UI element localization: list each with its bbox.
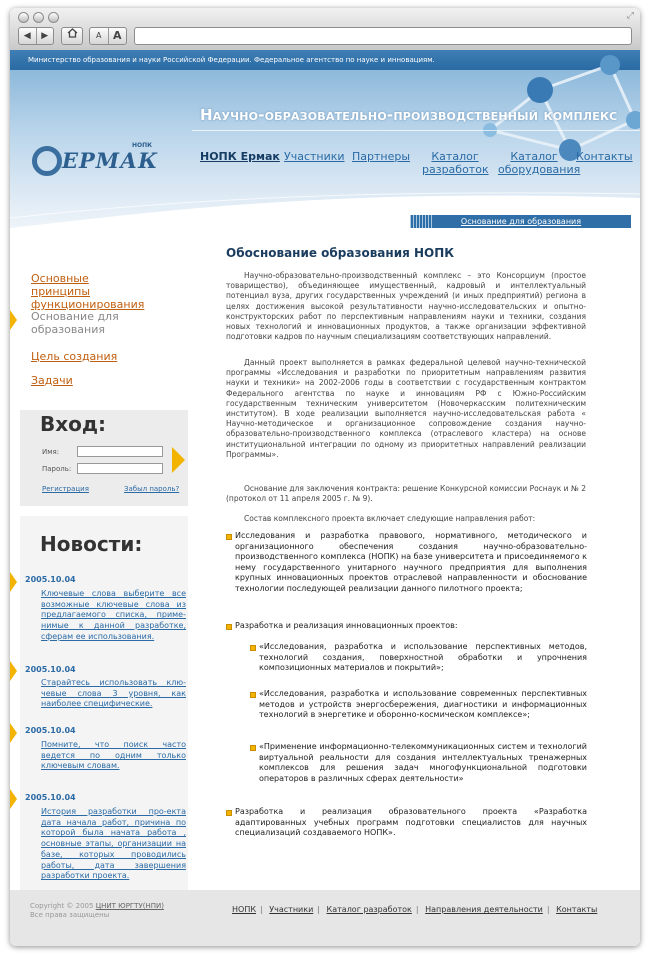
logo-swirl-icon [32, 146, 62, 176]
breadcrumb-stripes [410, 215, 432, 228]
history-buttons [18, 27, 54, 45]
sub-list-item: «Применение информационно-телекоммуникационных систем и технологий виртуальной реальности для создания интеллектуальных тренажерных комплексов для решения задач многофункциональной подготовки операторов в различных сферах деятельности» [259, 742, 587, 783]
paragraph: Состав комплексного проекта включает следующие направления работ: [244, 514, 536, 523]
name-input[interactable] [77, 446, 163, 457]
news-marker-icon [10, 723, 17, 743]
news-item[interactable]: Помните, что поиск часто ведется по одним только ключевым словам. [41, 740, 186, 771]
text-smaller-button[interactable]: A [90, 28, 109, 44]
password-label: Пароль: [42, 465, 72, 473]
news-item[interactable]: Ключевые слова выберите все возможные ключевые слова из предлагаемого списка, приме-нимые к данной разработке, сферам ее использования. [41, 589, 186, 641]
list-item: Разработка и реализация образовательного проекта «Разработка адаптированных учебных программ подготовки специалистов для научных специализаций создаваемого НОПК». [235, 807, 587, 838]
minimize-window-button[interactable] [33, 12, 44, 23]
footer-link-developments[interactable]: Каталог разработок [326, 905, 412, 914]
site-logo[interactable] [32, 138, 162, 182]
page-title: Обоснование образования НОПК [226, 246, 455, 260]
logo-abbr: НОПК [132, 142, 153, 149]
news-date: 2005.10.04 [25, 575, 76, 584]
molecule-graphic [440, 50, 640, 200]
nav-contacts[interactable]: Контакты [576, 150, 633, 163]
paragraph: Основание для заключения контракта: решение Конкурсной комиссии Роснаук и № 2 (протокол от 11 апреля 2005 г. № 9). [226, 484, 586, 504]
login-title: Вход: [40, 412, 107, 436]
sidebar-item-principles[interactable]: Основные принципы функционирования [31, 272, 145, 311]
breadcrumb[interactable]: Основание для образования [411, 215, 631, 228]
current-item-arrow-icon [10, 310, 17, 330]
news-date: 2005.10.04 [25, 793, 76, 802]
nav-nopk[interactable]: НОПК Ермак [200, 150, 280, 163]
title-divider [192, 130, 640, 131]
news-marker-icon [10, 789, 17, 809]
footer-link-nopk[interactable]: НОПК [232, 905, 257, 914]
text-size-buttons [89, 27, 127, 45]
sidebar-item-tasks[interactable]: Задачи [31, 374, 73, 387]
nav-equipment-catalog[interactable]: Каталог оборудования [498, 150, 581, 176]
rights-text: Все права защищены [30, 911, 110, 919]
copyright-text: Copyright © 2005 [30, 902, 94, 910]
forgot-password-link[interactable]: Забыл пароль? [124, 485, 180, 493]
site-footer [10, 890, 640, 946]
footer-link-participants[interactable]: Участники [269, 905, 314, 914]
footer-link-directions[interactable]: Направления деятельности [425, 905, 543, 914]
text-larger-button[interactable]: A [112, 29, 122, 42]
name-label: Имя: [42, 448, 60, 456]
main-content [188, 217, 640, 890]
home-icon [62, 28, 82, 44]
news-date: 2005.10.04 [25, 726, 76, 735]
ministry-strip: Министерство образования и науки Российской Федерации. Федеральное агентство по науке и инновациям. [10, 50, 640, 70]
list-item: Исследования и разработка правового, нормативного, методического и организационного обеспечения создания научно-образовательно-производственного комплекса (НОПК) на базе университета и присоединяемого к нему государственного унитарного научного предприятия для выполнения крупных инновационных проектов отраслевой направленности и обоснование технологии последующей реализации данного пилотного проекта; [235, 531, 587, 593]
address-bar[interactable] [134, 27, 632, 45]
password-input[interactable] [77, 463, 163, 474]
footer-link-contacts[interactable]: Контакты [556, 905, 598, 914]
sidebar-item-goal[interactable]: Цель создания [31, 350, 118, 363]
sidebar-item-foundation[interactable]: Основание для образования [31, 310, 119, 336]
sidebar [10, 228, 188, 890]
copyright [30, 902, 164, 920]
register-link[interactable]: Регистрация [42, 485, 89, 493]
footer-nav: НОПК | Участники | Каталог разработок | Направления деятельности | Контакты [232, 905, 598, 914]
home-button[interactable] [61, 27, 83, 45]
news-date: 2005.10.04 [25, 665, 76, 674]
login-submit-button[interactable] [172, 447, 185, 473]
logo-word: ЕРМАК [62, 148, 159, 173]
back-button[interactable]: ◀ [19, 28, 37, 44]
browser-window [10, 8, 640, 946]
sub-list-item: «Исследования, разработка и использование современных перспективных методов и устройств энергосбережения, диагностики и информационных технологий в энергетике и оборонно-космическом комплексе»; [259, 689, 587, 720]
paragraph: Данный проект выполняется в рамках федеральной целевой научно-технической программы «Исследования и разработки по приоритетным направлениям развития науки и техники» на 2002-2006 годы в соответствии с государственным контрактом Федерального агентства по науке и инновациям РФ с Южно-Российским государственным техническим университетом (Новочеркасским политехническим институтом). В ходе реализации выполняется научно-исследовательская работа « Научно-методическое и организационное сопровождение создания научно-образовательно-производственного комплекса (отраслевого кластера) на основе институциональной интеграции по одному из приоритетных направлений реализации Программы». [226, 358, 586, 459]
nav-participants[interactable]: Участники [284, 150, 345, 163]
nav-developments-catalog[interactable]: Каталог разработок [422, 150, 489, 176]
list-item: Разработка и реализация инновационных проектов: [235, 621, 587, 632]
paragraph: Научно-образовательно-производственный комплекс – это Консорциум (простое товарищество), объединяющее имущественный, кадровый и интеллектуальный потенциал вуза, других государственных учреждений (и иных предприятий) региона в целях достижения высокой результативности научно-исследовательских и опытно-конструкторских работ по перспективным направлениям науки и техники, создания новых технологий и инновационных продуктов, а также организации эффективной подготовки кадров по научным специализациям соответствующих направлений. [226, 271, 586, 342]
site-header [10, 50, 640, 228]
site-title: Научно-образовательно-производственный комплекс [200, 106, 618, 124]
login-box [20, 410, 188, 506]
sub-list-item: «Исследования, разработка и использование перспективных методов, технологий создания, поверхностной обработки и упрочнения композиционных материалов и покрытий»; [259, 642, 587, 673]
forward-button[interactable]: ▶ [41, 31, 49, 41]
news-item[interactable]: Старайтесь использовать клю-чевые слова 3 уровня, как наиболее специфические. [41, 678, 186, 709]
news-marker-icon [10, 661, 17, 681]
close-window-button[interactable] [18, 12, 29, 23]
news-marker-icon [10, 572, 17, 592]
news-item[interactable]: История разработки про-екта дата начала работ, причина по которой была начата работа , основные этапы, организации на базе, которых проводились работы, дата завершения разработки проекта. [41, 807, 186, 881]
news-box [20, 516, 188, 890]
browser-toolbar [10, 8, 640, 51]
nav-partners[interactable]: Партнеры [352, 150, 411, 163]
zoom-window-button[interactable] [48, 12, 59, 23]
fullscreen-icon[interactable]: ⤢ [626, 11, 634, 21]
news-title: Новости: [40, 532, 143, 556]
org-link[interactable]: ЦНИТ ЮРГТУ(НПИ) [95, 902, 164, 910]
